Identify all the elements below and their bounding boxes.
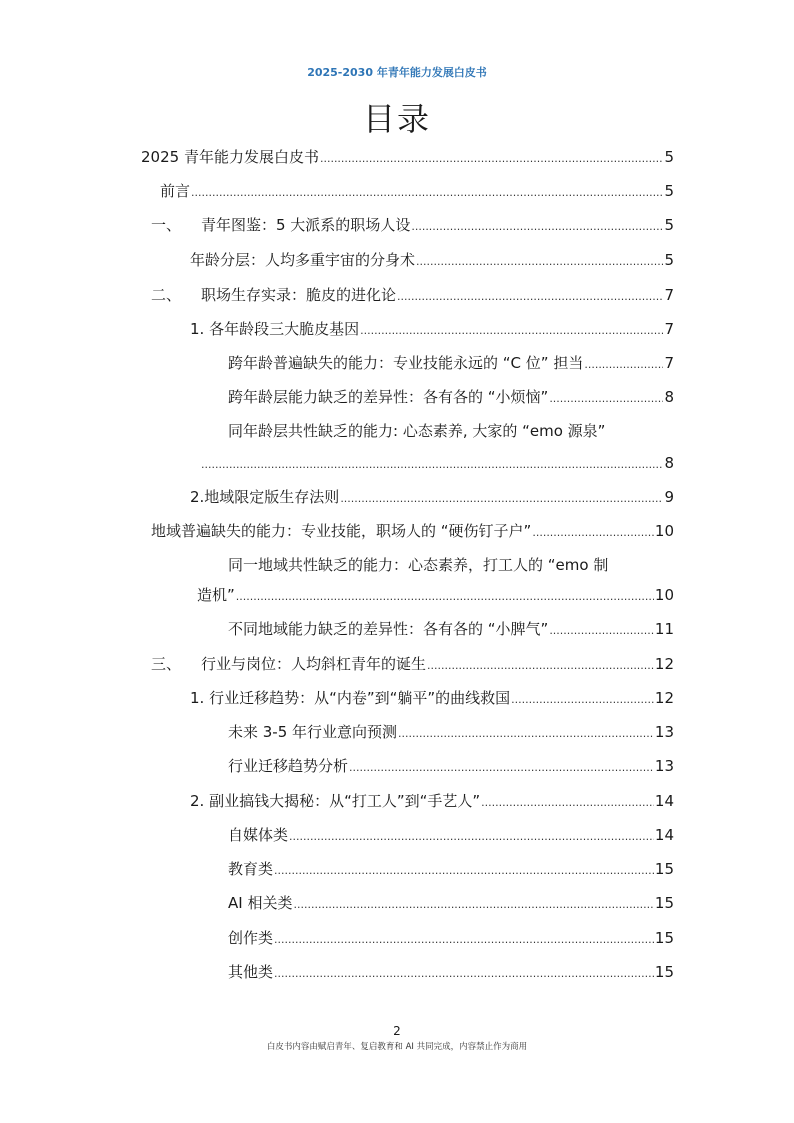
toc-page-number: 8 (664, 454, 674, 472)
toc-leader (349, 755, 654, 779)
toc-entry-label: 2. 副业搞钱大揭秘：从“打工人”到“手艺人” (190, 792, 481, 810)
toc-entry-label: 跨年龄层能力缺乏的差异性：各有各的 “小烦恼” (228, 388, 549, 406)
toc-page-number: 5 (664, 251, 674, 269)
toc-page-number: 12 (654, 655, 674, 673)
toc-page-number: 10 (654, 586, 674, 604)
toc-entry-label: 前言 (160, 182, 191, 200)
toc-entry-label: 2.地域限定版生存法则 (190, 488, 340, 506)
toc-page-number: 15 (654, 963, 674, 981)
toc-page-number: 7 (664, 354, 674, 372)
toc-page-number: 7 (664, 320, 674, 338)
toc-entry[interactable] (228, 386, 674, 408)
toc-entry[interactable] (228, 892, 674, 914)
toc-entry-label: 地域普遍缺失的能力：专业技能，职场人的 “硬伤钉子户” (151, 522, 532, 540)
toc-leader (532, 520, 654, 544)
toc-leader (584, 352, 663, 376)
toc-leader (201, 452, 663, 476)
toc-entry-label: 创作类 (228, 929, 274, 947)
toc-entry-label: 年龄分层：人均多重宇宙的分身术 (190, 251, 416, 269)
page-title: 目录 (362, 100, 431, 138)
running-header: 2025-2030 年青年能力发展白皮书 (307, 66, 487, 79)
toc-page-number: 10 (654, 522, 674, 540)
toc-leader (191, 180, 663, 204)
toc-entry-label: 青年图鉴：5 大派系的职场人设 (201, 216, 411, 234)
toc-entry-label[interactable]: 同年龄层共性缺乏的能力: 心态素养, 大家的 “emo 源泉” (228, 422, 606, 440)
toc-entry[interactable] (228, 755, 674, 777)
toc-page-number: 11 (654, 620, 674, 638)
toc-entry[interactable] (190, 486, 674, 508)
toc-leader (416, 249, 663, 273)
toc-entry-label: 2025 青年能力发展白皮书 (141, 148, 319, 166)
toc-leader (397, 284, 663, 308)
toc-entry[interactable] (228, 352, 674, 374)
toc-page-number: 5 (664, 216, 674, 234)
toc-entry[interactable] (228, 858, 674, 880)
toc-page-number: 15 (654, 894, 674, 912)
toc-leader (360, 318, 663, 342)
toc-page-number: 12 (654, 689, 674, 707)
toc-entry-number: 一、 (151, 216, 182, 234)
toc-entry-number: 二、 (151, 286, 182, 304)
toc-leader (340, 486, 663, 510)
toc-entry[interactable] (190, 249, 674, 271)
toc-leader (274, 961, 654, 985)
toc-leader (549, 386, 663, 410)
toc-page-number: 5 (664, 182, 674, 200)
toc-entry-label: 其他类 (228, 963, 274, 981)
toc-entry-number: 三、 (151, 655, 182, 673)
toc-entry-label: 职场生存实录：脆皮的进化论 (201, 286, 397, 304)
toc-entry[interactable] (197, 584, 674, 606)
toc-leader (236, 584, 654, 608)
toc-page-number: 14 (654, 792, 674, 810)
toc-leader (427, 653, 654, 677)
toc-entry[interactable] (190, 687, 674, 709)
toc-entry-label: 1. 各年龄段三大脆皮基因 (190, 320, 360, 338)
toc-page-number: 5 (664, 148, 674, 166)
toc-page-number: 13 (654, 757, 674, 775)
page-number: 2 (393, 1024, 401, 1038)
toc-leader (289, 824, 654, 848)
toc-entry-label: 自媒体类 (228, 826, 289, 844)
toc-leader (274, 858, 654, 882)
toc-entry-label[interactable]: 同一地域共性缺乏的能力：心态素养，打工人的 “emo 制 (228, 556, 609, 574)
toc-leader (481, 790, 654, 814)
toc-entry-label: 1. 行业迁移趋势：从“内卷”到“躺平”的曲线救国 (190, 689, 511, 707)
toc-entry[interactable] (200, 452, 674, 474)
toc-entry[interactable] (228, 824, 674, 846)
toc-entry[interactable] (228, 721, 674, 743)
toc-entry[interactable] (228, 927, 674, 949)
toc-entry-label: 跨年龄普遍缺失的能力：专业技能永远的 “C 位” 担当 (228, 354, 584, 372)
toc-leader (398, 721, 654, 745)
toc-entry-label: 造机” (197, 586, 235, 604)
toc-entry[interactable] (151, 214, 674, 236)
toc-page-number: 15 (654, 860, 674, 878)
toc-entry[interactable] (141, 146, 674, 168)
toc-entry-label: 不同地域能力缺乏的差异性：各有各的 “小脾气” (228, 620, 549, 638)
toc-entry[interactable] (151, 284, 674, 306)
toc-leader (549, 618, 654, 642)
toc-page-number: 13 (654, 723, 674, 741)
toc-leader (511, 687, 654, 711)
toc-page-number: 15 (654, 929, 674, 947)
toc-page-number: 14 (654, 826, 674, 844)
toc-leader (293, 892, 653, 916)
toc-leader (411, 214, 663, 238)
toc-page-number: 7 (664, 286, 674, 304)
toc-entry-label: 未来 3-5 年行业意向预测 (228, 723, 398, 741)
footer-note: 白皮书内容由赋启青年、复启教育和 AI 共同完成，内容禁止作为商用 (266, 1042, 528, 1052)
toc-entry[interactable] (160, 180, 674, 202)
toc-entry[interactable] (190, 790, 674, 812)
toc-leader (274, 927, 654, 951)
toc-entry[interactable] (151, 520, 674, 542)
toc-entry-label: 教育类 (228, 860, 274, 878)
toc-entry[interactable] (228, 618, 674, 640)
toc-entry[interactable] (151, 653, 674, 675)
toc-page-number: 9 (664, 488, 674, 506)
toc-page-number: 8 (664, 388, 674, 406)
toc-entry[interactable] (190, 318, 674, 340)
toc-entry-label: 行业与岗位：人均斜杠青年的诞生 (201, 655, 427, 673)
toc-entry-label: 行业迁移趋势分析 (228, 757, 349, 775)
toc-entry[interactable] (228, 961, 674, 983)
toc-entry-label: AI 相关类 (228, 894, 293, 912)
toc-leader (320, 146, 664, 170)
